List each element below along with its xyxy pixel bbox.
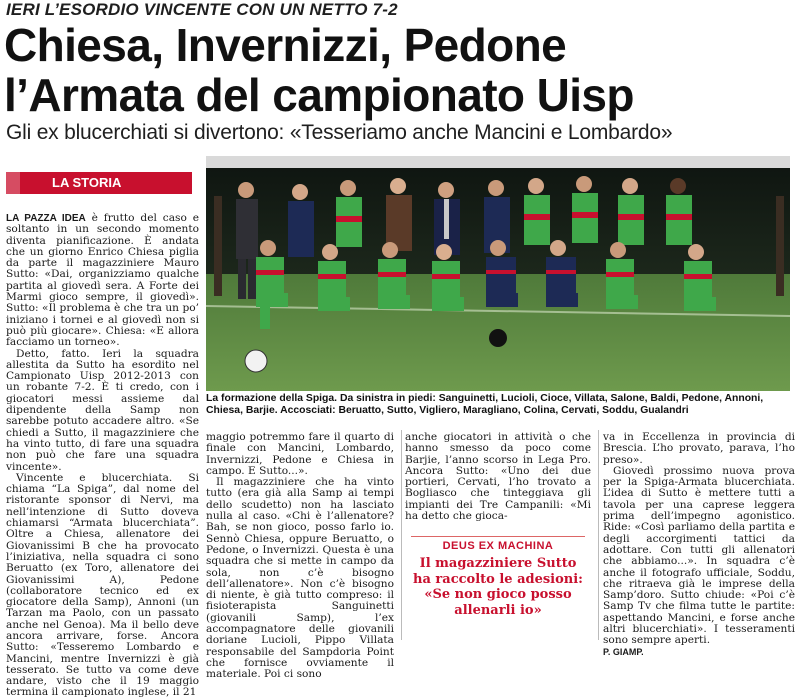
col2-para-1: maggio potremmo fare il quarto di finale con Mancini, Lombardo, Invernizzi, Pedone e Chiesa in campo. E Sutto...».	[206, 431, 394, 477]
col3-para-1: anche giocatori in attività o che hanno smesso da poco come Barjie, l’anno scorso in Lega Pro. Ancora Sutto: «Uno dei due portieri, Cervati, l’ho trovato a Bogliasco che tinteggiava gli impianti dei Tre Campanili: «Mi ha detto che gioca-	[405, 431, 591, 523]
team-photo	[206, 156, 790, 391]
col1-para-3: Vincente e blucerchiata. Si chiama “La Spiga”, dal nome del ristorante sponsor di Nervi, ma nell’intenzione di Sutto doveva chiamarsi “Armata blucerchiata”. Oltre a Chiesa, allenatore dei Giovanissimi B che ha provocato l’iniziativa, nella squadra ci sono Beruatto (ex Toro, allenatore dei Giovanissimi A), Pedone (collaboratore tecnico ed ex giocatore della Samp), Annoni (un Tarzan ma Paolo, con un passato anche nel Genoa). Ma il bello deve ancora arrivare, forse. Ancora Sutto: «Tesseremo Lombardo e Mancini, mentre Invernizzi è già tesserato. Se tutto va come deve andare, visto che il 19 maggio termina il campionato inglese, il 21	[6, 471, 199, 699]
headline-line-2: l’Armata del campionato Uisp	[4, 69, 634, 121]
photo-caption	[206, 393, 794, 417]
pullquote-text: Il magazziniere Sutto ha raccolto le adesioni: «Se non gioco posso allenarli io»	[413, 556, 583, 618]
subheadline: Gli ex blucerchiati si divertono: «Tesseriamo anche Mancini e Lombardo»	[6, 121, 673, 144]
caption-text: Da sinistra in piedi: Sanguinetti, Lucioli, Cioce, Villata, Salone, Baldi, Pedone, Annoni, Chiesa, Barjie. Accosciati: Beruatto, Sutto, Vigliero, Maraglianο, Colina, Cervati, Soddu, Gualandri	[206, 393, 764, 416]
column-rule	[401, 430, 402, 640]
column-rule	[598, 430, 599, 640]
col1-para-1: è frutto del caso e soltanto in un secondo momento diventa pianificazione. È andata che un giorno Enrico Chiesa piglia da parte il magazziniere Mauro Sutto: «Dai, organizziamo qualche partita al giovedì sera. A Forte dei Marmi gioco sempre, il giovedì». Sutto: «Il problema è che tra un po’ iniziano i tornei e al giovedì non si può più giocare». Chiesa: «E allora facciamo un torneo».	[6, 212, 199, 349]
headline-line-1: Chiesa, Invernizzi, Pedone	[4, 19, 567, 71]
byline: P. GIAMP.	[603, 646, 644, 657]
lead-caps: LA PAZZA IDEA	[6, 213, 86, 224]
section-label: LA STORIA	[6, 172, 192, 194]
article-column-4	[603, 432, 795, 658]
caption-title: La formazione della Spiga.	[206, 393, 338, 404]
col2-para-2: Il magazziniere che ha vinto tutto (era già alla Samp ai tempi dello scudetto) non ha lasciato nulla al caso. «Chi è l’allenatore? Bah, se non gioco, posso farlo io. Sennò Chiesa, oppure Beruatto, o Pedone, o Invernizzi. Questa è una squadra che si mette in campo da sola, non c’è bisogno dell’allenatore». Non c’è bisogno di niente, è già tutto compreso: il fisioterapista Sanguinetti (giovanili Samp), l’ex accompagnatore delle giovanili doriane Lucioli, Pippo Villata responsabile del Sampdoria Point che fornisce ovviamente il materiale. Poi ci sono	[206, 476, 394, 681]
pullquote-rule	[411, 536, 585, 537]
team-photo-illustration	[206, 156, 790, 391]
kicker: IERI L’ESORDIO VINCENTE CON UN NETTO 7-2	[6, 0, 398, 19]
col1-para-2: Detto, fatto. Ieri la squadra allestita da Sutto ha esordito nel Campionato Uisp 2012-2013 con un robante 7-2. È ti credo, con i giocatori messi assieme dal dipendente della Samp non sarebbe potuto accadere altro. «Se chiedi a Sutto, il magazziniere che ha vinto tutto, di fare una squadra non può che fare una squadra vincente».	[6, 347, 199, 473]
col4-para-1: va in Eccellenza in provincia di Brescia. L’ho provato, parava, l’ho preso».	[603, 431, 795, 466]
article-column-3	[405, 432, 591, 522]
pullquote-label: DEUS EX MACHINA	[442, 540, 554, 552]
article-column-1	[6, 213, 199, 699]
col4-para-2: Giovedì prossimo nuova prova per la Spiga-Armata blucerchiata. L’idea di Sutto è mettere tutti a tavola per una caprese leggera prima dell’impegno agonistico. Ride: «Così parliamo della partita e degli accorgimenti tattici da adottare. Con tutti gli allenatori che abbiamo...». In squadra c’è anche il fotografo ufficiale, Soddu, che ritraeva già le imprese della Samp’doro. Sutto chiude: «Poi c’è Samp Tv che filma tutte le partite: aspettando Mancini, e forse anche altri blucerchiati». I tesseramenti sono sempre aperti.	[603, 464, 795, 647]
article-column-2	[206, 432, 394, 681]
pullquote	[411, 540, 585, 618]
